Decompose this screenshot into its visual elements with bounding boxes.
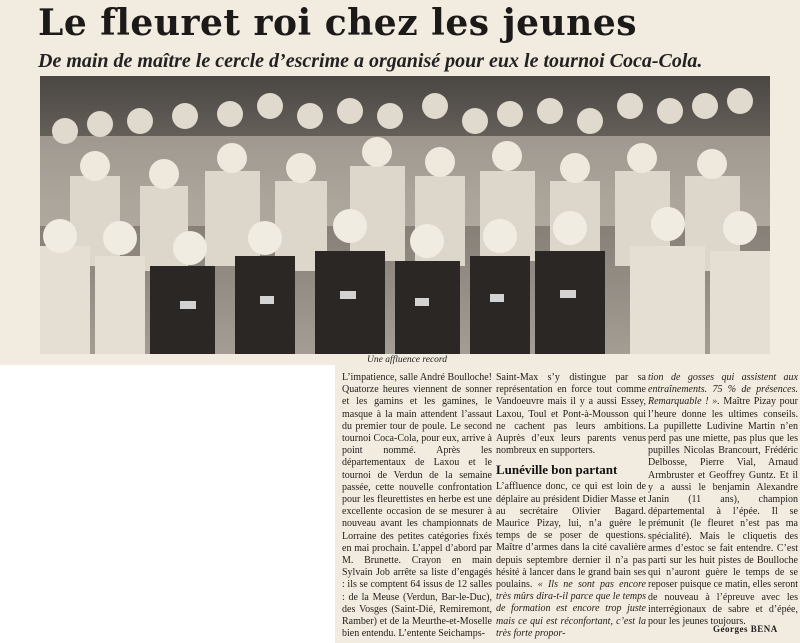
author-byline: Georges BENA (713, 624, 778, 634)
column-1-text: L’impatience, salle André Boulloche! Quatorze heures viennent de sonner et les gamins et les gamines, le masque à la main attendent l’assaut du premier tour de poule. Le second tournoi Coca-Cola, pour eux, arrive à point nommé. Après les départementaux de Laxou et le tournoi de Verdun de la semaine passée, cette nouvelle confrontation pour les fleurettistes en herbe est une excellente occasion de se mesurer à nouveau avant les championnats de Lorraine des petites catégories fixés en mai prochain. L’appel d’abord par M. Brunette. Crayon en main Sylvain Job arrête sa liste d’engagés : ils se comptent 64 issus de 12 salles : de la Meuse (Verdun, Bar-le-Duc), des Vosges (Saint-Dié, Remiremont, Ramber) et de la Meurthe-et-Moselle bien entendu. L’entente Seichamps- (342, 372, 492, 640)
column-3-body: Maître Pizay pour l’heure donne les ultimes conseils. La pupillette Ludivine Martin n’en perd pas une miette, pas plus que les pupilles Nicolas Brancourt, Frédéric Delbosse, Pierre Vial, Arnaud Armbruster et Geoffrey Guntz. Et il y a aussi le benjamin Alexandre Janin (11 ans), champion départemental à l’épée. Il se prémunit (le fleuret n’est pas ma spécialité). Mais le cliquetis des armes d’estoc se fait entendre. C’est parti sur les huit pistes de Boulloche qui n’auront guère le temps de se reposer puisque ce matin, elles seront de nouveau à l’épreuve avec les interrégionaux de sabre et d’épée, pour les jeunes toujours. (648, 396, 799, 628)
article-column-2 (496, 372, 646, 640)
article-subheadline: De main de maître le cercle d’escrime a organisé pour eux le tournoi Coca-Cola. (38, 50, 703, 72)
column-3-text (648, 372, 798, 628)
article-headline: Le fleuret roi chez les jeunes (38, 2, 638, 44)
section-subheading: Lunéville bon partant (496, 462, 618, 478)
column-2-quote: « Ils ne sont pas encore très mûrs dira-t-il parce que le temps de formation est encore trop juste mais ce qui est réconfortant, c’est la très forte propor- (496, 579, 646, 639)
article-column-3 (648, 372, 798, 628)
column-2-text-a: Saint-Max s’y distingue par sa représentation en force tout comme Vandoeuvre mais il y a aussi Essey, Laxou, Toul et Pont-à-Mousson qui ne cachent pas leurs ambitions. Auprès d’eux leurs parents venus nombreux en supporters. (496, 372, 646, 457)
column-2-body: L’affluence donc, ce qui est loin de déplaire au président Didier Masse et au secrétaire Olivier Bagard. Maurice Pizay, lui, n’a guère le temps de se poser de questions. Maître d’armes dans la cité cavalière depuis septembre dernier il n’a pas hésité à lancer dans le grand bain ses poulains. (496, 481, 646, 591)
article-column-1 (342, 372, 492, 640)
column-3-quote: tion de gosses qui assistent aux entraînements. 75 % de présences. Remarquable ! ». (648, 372, 798, 408)
column-2-text-b (496, 481, 646, 640)
group-photo (40, 76, 770, 354)
group-photo-illustration (40, 76, 770, 354)
photo-caption: Une affluence record (367, 355, 448, 365)
